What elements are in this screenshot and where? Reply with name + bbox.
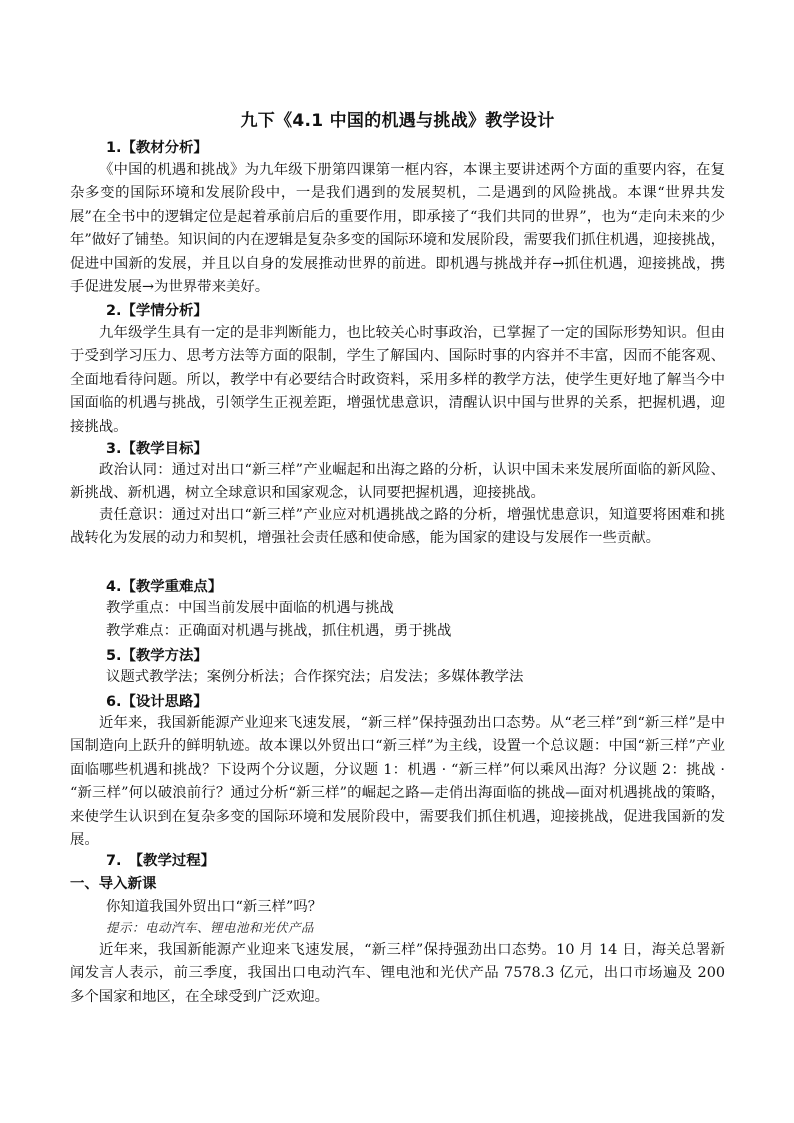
- paragraph-design-idea: 近年来，我国新能源产业迎来飞速发展，“新三样”保持强劲出口态势。从“老三样”到“新三样”是中国制造向上跃升的鲜明轨迹。故本课以外贸出口“新三样”为主线，设置一个总议题：中国“新三样”产业面临哪些机遇和挑战？下设两个分议题，分议题 1：机遇 · “新三样”何以乘风出海？分议题 2：挑战 · “新三样”何以破浪前行？通过分析“新三样”的崛起之路—走俏出海面临的挑战—面对机遇挑战的策略，来使学生认识到在复杂多变的国际环境和发展阶段中，需要我们抓住机遇，迎接挑战，促进我国新的发展。: [70, 715, 725, 849]
- heading-teaching-goals: 3.【教学目标】: [106, 441, 208, 457]
- paragraph-hint: 提示：电动汽车、锂电池和光伏产品: [106, 920, 315, 935]
- heading-teaching-methods: 5.【教学方法】: [106, 648, 208, 664]
- heading-teaching-process: 7. 【教学过程】: [106, 853, 216, 869]
- paragraph-responsibility: 责任意识：通过对出口“新三样”产业应对机遇挑战之路的分析，增强忧患意识，知道要将困难和挑战转化为发展的动力和契机，增强社会责任感和使命感，能为国家的建设与发展作一些贡献。: [70, 507, 725, 547]
- paragraph-key-point: 教学重点：中国当前发展中面临的机遇与挑战: [106, 600, 394, 616]
- paragraph-political-identity: 政治认同：通过对出口“新三样”产业崛起和出海之路的分析，认识中国未来发展所面临的新风险、新挑战、新机遇，树立全球意识和国家观念，认同要把握机遇，迎接挑战。: [70, 462, 725, 502]
- heading-key-points: 4.【教学重难点】: [106, 579, 223, 595]
- document-title: 九下《4.1 中国的机遇与挑战》教学设计: [240, 111, 555, 131]
- paragraph-intro-question: 你知道我国外贸出口“新三样”吗？: [106, 899, 323, 915]
- paragraph-student-analysis: 九年级学生具有一定的是非判断能力，也比较关心时事政治，已掌握了一定的国际形势知识。但由于受到学习压力、思考方法等方面的限制，学生了解国内、国际时事的内容并不丰富，因而不能客观、全面地看待问题。所以，教学中有必要结合时政资料，采用多样的教学方法，使学生更好地了解当今中国面临的机遇与挑战，引领学生正视差距，增强忧患意识，清醒认识中国与世界的关系，把握机遇，迎接挑战。: [70, 325, 725, 435]
- paragraph-textbook-analysis: 《中国的机遇和挑战》为九年级下册第四课第一框内容，本课主要讲述两个方面的重要内容，在复杂多变的国际环境和发展阶段中，一是我们遇到的发展契机，二是遇到的风险挑战。本课“世界共发展”在全书中的逻辑定位是起着承前启后的重要作用，即承接了“我们共同的世界”，也为“走向未来的少年”做好了铺垫。知识间的内在逻辑是复杂多变的国际环境和发展阶段，需要我们抓住机遇，迎接挑战，促进中国新的发展，并且以自身的发展推动世界的前进。即机遇与挑战并存→抓住机遇，迎接挑战，携手促进发展→为世界带来美好。: [70, 162, 725, 296]
- paragraph-difficult-point: 教学难点：正确面对机遇与挑战，抓住机遇，勇于挑战: [106, 623, 452, 639]
- paragraph-intro-text: 近年来，我国新能源产业迎来飞速发展，“新三样”保持强劲出口态势。10 月 14 日，海关总署新闻发言人表示，前三季度，我国出口电动汽车、锂电池和光伏产品 7578.3 亿元，出口市场遍及 200 多个国家和地区，在全球受到广泛欢迎。: [70, 942, 725, 1005]
- heading-textbook-analysis: 1.【教材分析】: [106, 140, 208, 156]
- paragraph-teaching-methods: 议题式教学法；案例分析法；合作探究法；启发法；多媒体教学法: [106, 669, 524, 685]
- document-page: [70, 0, 725, 1123]
- heading-student-analysis: 2.【学情分析】: [106, 303, 208, 319]
- heading-intro: 一、导入新课: [70, 876, 157, 892]
- heading-design-idea: 6.【设计思路】: [106, 694, 208, 710]
